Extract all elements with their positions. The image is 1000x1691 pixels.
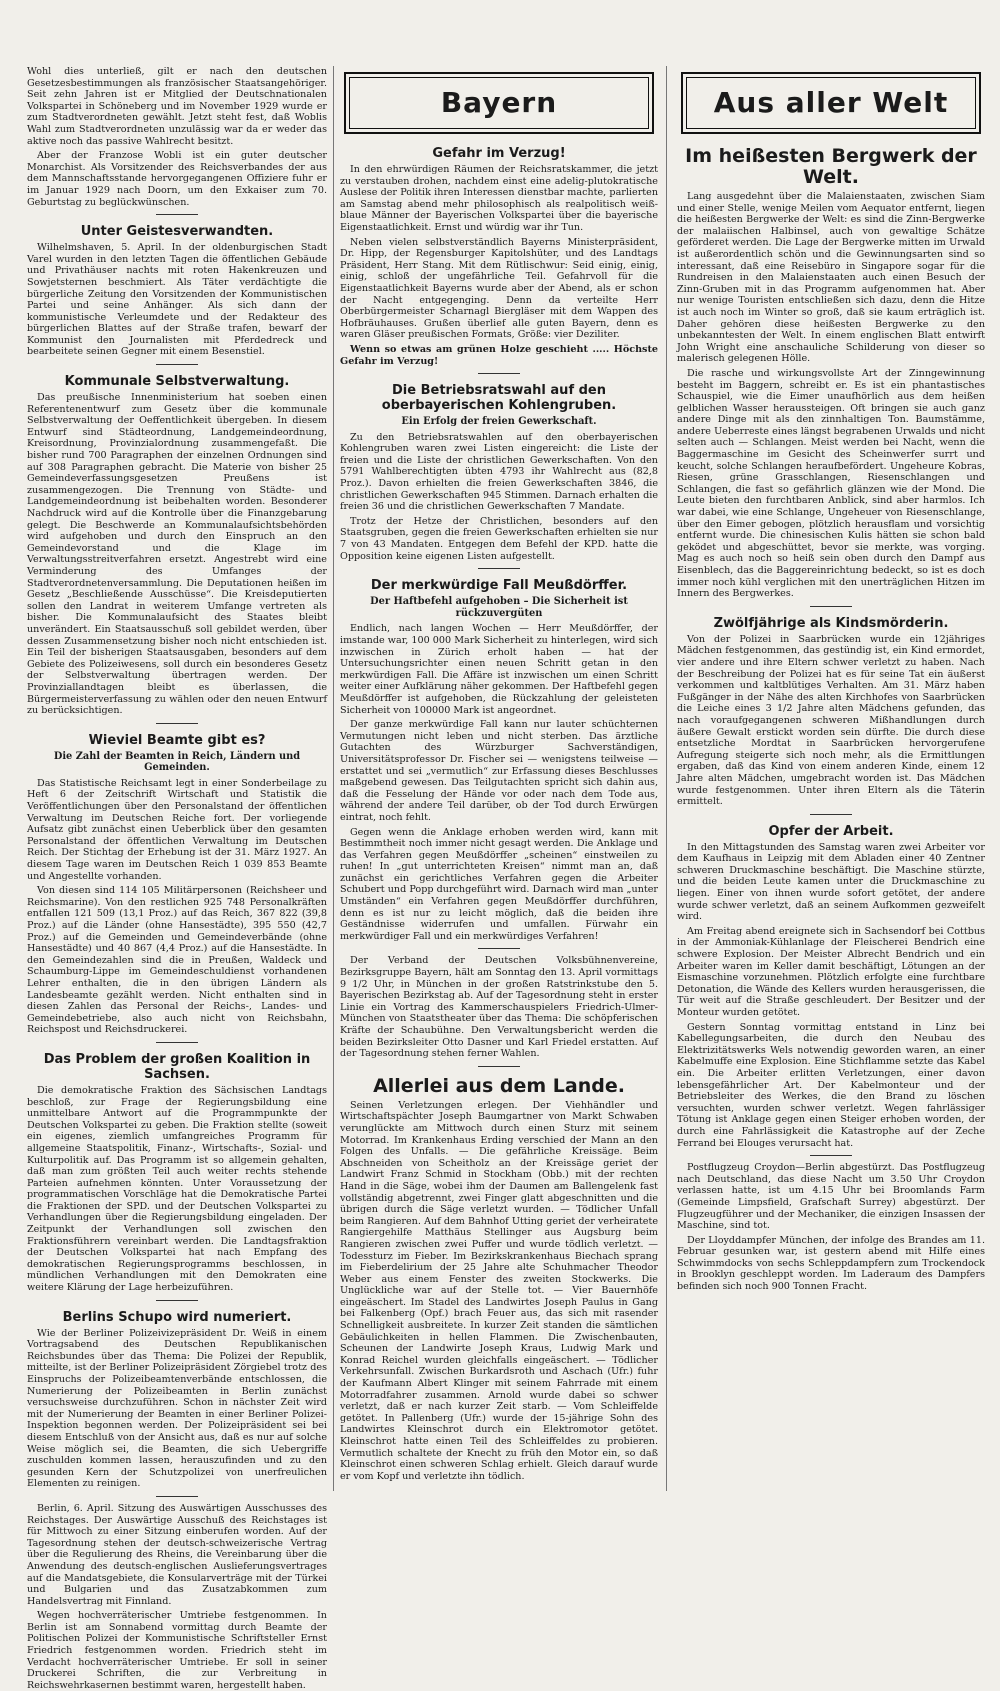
article-beamte-cont: Von diesen sind 114 105 Militärpersonen (Reichsheer und Reichsmarine). Von den restlichen 925 748 Personalkräften entfallen 121 509 (13,1 Proz.) auf das Reich, 367 822 (39,8 Proz.) auf die Länder (ohne Hansestädte), 395 550 (42,7 Proz.) auf die Gemeinden und Gemeindeverbände (ohne Hansestädte) und 40 867 (4,4 Proz.) auf die Hansestädte. In den Gemeindezahlen sind die in Preußen, Waldeck und Schaumburg-Lippe im Gemeindeschuldienst vorhandenen Lehrer enthalten, die in den übrigen Ländern als Landesbeamte gezählt werden. Nicht enthalten sind in diesen Zahlen das Personal der Reichs-, Landes- und Gemeindebetriebe, also auch nicht von Reichsbahn, Reichspost und Reichsdruckerei. xyxy=(27,885,327,1036)
article-wobli-cont: Aber der Franzose Wobli ist ein guter deutscher Monarchist. Als Vorsitzender des Reichsverbandes der aus dem Mannschaftsstande hervorgegangenen Offiziere fuhr er im Januar 1929 nach Doorn, um den Exkaiser zum 70. Geburtstag zu beglückwünschen. xyxy=(27,150,327,208)
subheadline-beamte: Die Zahl der Beamten in Reich, Ländern und Gemeinden. xyxy=(53,750,301,774)
column-rule xyxy=(666,66,667,1491)
article-lloyddampfer: Der Lloyddampfer München, der infolge des Brandes am 11. Februar gesunken war, ist gestern abend mit Hilfe eines Schwimmdocks von sechs Schleppdampfern zum Trockendock in Brooklyn geschleppt worden. Im Laderaum des Dampfers befinden sich noch 900 Tonnen Fracht. xyxy=(677,1234,985,1293)
subheadline-meussdoerffer: Der Haftbefehl aufgehoben – Die Sicherheit ist rückzuvergüten xyxy=(370,596,628,619)
article-meussdoerffer: Endlich, nach langen Wochen — Herr Meußdörffer, der imstande war, 100 000 Mark Sicherheit zu hinterlegen, wird sich inzwischen in Zürich erholt haben — hat der Untersuchungsrichter einen neuen Schritt getan in den merkwürdigen Fall. Die Affäre ist inzwischen um einen Schritt weiter einer Aufklärung näher gekommen. Der Haftbefehl gegen Meußdörffer ist aufgehoben, die Rückzahlung der geleisteten Sicherheit von 100000 Mark ist angeordnet. xyxy=(340,623,658,716)
article-kommunale: Das preußische Innenministerium hat soeben einen Referentenentwurf zum Gesetz über die kommunale Selbstverwaltung der Oeffentlichkeit übergeben. In diesem Entwurf sind Städteordnung, Landgemeindeordnung, Kreisordnung, Provinzialordnung zusammengefaßt. Die bisher rund 700 Paragraphen der einzelnen Ordnungen sind auf 308 Paragraphen gebracht. Die Materie von bisher 25 Gemeindeverfassungsgesetzen Preußens ist zusammengezogen. Die Trennung von Städte- und Landgemeindeordnung ist beibehalten worden. Besonderer Nachdruck wird auf die Kontrolle über die Finanzgebarung gelegt. Die Beschwerde an Kommunalaufsichtsbehörden wird aufgehoben und durch den Einspruch an den Gemeindevorstand und die Klage im Verwaltungsstreitverfahren ersetzt. Angestrebt wird eine Verminderung des Umfanges der Stadtverordnetenversammlung. Die Deputationen heißen im Gesetz „Beschließende Ausschüsse“. Die Kreisdeputierten sollen den Landrat in weiterem Umfange vertreten als bisher. Die Kommunalaufsicht des Staates bleibt unverändert. Ein Staatsausschuß soll gebildet werden, über dessen Zusammensetzung bisher noch nicht entschieden ist. Ein Teil der bisherigen Staatsausgaben, besonders auf dem Gebiete des Polizeiwesens, soll durch ein besonderes Gesetz der Selbstverwaltung übertragen werden. Der Provinziallandtagen bleibt es überlassen, die Bürgermeisterverfassung zu wählen oder den neuen Entwurf zu berücksichtigen. xyxy=(27,392,327,717)
column-politics xyxy=(27,66,327,1691)
article-gefahr: In den ehrwürdigen Räumen der Reichsratskammer, die jetzt zu verstauben drohen, nachdem einst eine adelig-plutokratische Auslese der Politik ihren Interessen dienstbar machte, parlierten am Samstag abend mehr philosophisch als realpolitisch weiß-blaue Männer der Bayerischen Volkspartei über die bayerische Eigenstaatlichkeit. Ernst und würdig war ihr Tun. xyxy=(340,164,658,233)
separator xyxy=(478,373,520,374)
headline-allerlei: Allerlei aus dem Lande. xyxy=(373,1074,625,1097)
separator xyxy=(478,948,520,949)
article-kindsmoerderin: Von der Polizei in Saarbrücken wurde ein 12jähriges Mädchen festgenommen, das gestündig ist, ein Kind ermordet, vier andere und ihre Eltern schwer verletzt zu haben. Nach der Beschreibung der Polizei hat es für seine Tat ein äußerst verkommen und kaltblütiges Verhalten. Am 31. März haben Fußgänger in der Nähe des alten Kirchhofes von Saarbrücken die Leiche eines 3 1/2 Jahre alten Mädchens gefunden, das nach voraufgegangenen schweren Mißhandlungen durch äußere Gewalt erstickt worden sein dürfte. Die durch diese entsetzliche Mordtat in Saarbrücken hervorgerufene Aufregung steigerte sich noch mehr, als die Ermittlungen ergaben, daß das Kind von einem anderen Kinde, einem 12 Jahre alten Mädchen, umgebracht worden ist. Das Mädchen wurde festgenommen. Unter ihren Eltern als die Täterin ermittelt. xyxy=(677,633,985,808)
headline-schupo: Berlins Schupo wird numeriert. xyxy=(62,1309,292,1325)
headline-bergwerk: Im heißesten Bergwerk der Welt. xyxy=(685,145,977,188)
article-schupo: Wie der Berliner Polizeivizepräsident Dr. Weiß in einem Vortragsabend des Deutschen Republikanischen Reichsbundes über das Thema: Die Polizei der Republik, mitteilte, ist der Berliner Polizeipräsident Zörgiebel trotz des Einspruchs der Polizeibeamtenverbände entschlossen, die Numerierung der Polizeibeamten in Berlin zunächst versuchsweise durchzuführen. Schon in nächster Zeit wird mit der Numerierung der Beamten in einer Berliner Polizei-Inspektion begonnen werden. Der Polizeipräsident sei bei diesem Entschluß von der Ansicht aus, daß es nur auf solche Weise möglich sei, die Beamten, die sich Uebergriffe zuschulden kommen lassen, herauszufinden und zu den gesunden Kern der Schutzpolizei von unerfreulichen Elementen zu reinigen. xyxy=(27,1327,327,1490)
article-bergwerk-cont: Die rasche und wirkungsvollste Art der Zinngewinnung besteht im Baggern, schreibt er. Es ist ein phantastisches Schauspiel, wie die Eimer unaufhörlich aus dem heißen gelblichen Wasser heraussteigen. Oft bringen sie auch ganz andere Dinge mit als den zinnhaltigen Ton. Baumstämme, andere Ueberreste eines längst begrabenen Urwalds und nicht selten auch — Schlangen. Meist werden bei Nacht, wenn die Baggermaschine im Gesicht des Scheinwerfer surrt und keucht, solche Schlangen heraufbefördert. Ungeheure Kobras, Riesen, grüne Grasschlangen, Riesenschlangen und Schlangen, die fast so gefährlich glänzen wie der Mond. Die Leute bieten den furchtbaren Anblick, sind aber harmlos. Ich war dabei, wie eine Schlange, Ungeheuer von Riesenschlange, über den Eimer gebogen, plötzlich herausflam und vorsichtig entfernt wurde. Die chinesischen Kulis hätten sie schon bald geködet und abgeschüttet, bevor sie merkte, was vorging. Mag es auch noch so heiß sein oben durch den Dampf aus Eisenblech, das die Baggereinrichtung bedeckt, so ist es doch immer noch kühl verglichen mit den unerträglichen Hitzen im Innern des Bergwerkes. xyxy=(677,367,985,600)
headline-beamte: Wieviel Beamte gibt es? xyxy=(88,732,266,748)
article-postflugzeug: Postflugzeug Croydon—Berlin abgestürzt. Das Postflugzeug nach Deutschland, das diese Nacht um 3.50 Uhr Croydon verlassen hatte, ist um 4.15 Uhr bei Broomlands Farm (Gemeinde Limpsfield, Grafschaft Surrey) abgestürzt. Der Flugzeugführer und der Mechaniker, die einzigen Insassen der Maschine, sind tot. xyxy=(677,1162,985,1232)
headline-kommunale: Kommunale Selbstverwaltung. xyxy=(64,374,290,390)
separator xyxy=(156,214,198,215)
article-opfer: In den Mittagstunden des Samstag waren zwei Arbeiter vor dem Kaufhaus in Leipzig mit dem Abladen einer 40 Zentner schweren Druckmaschine beschäftigt. Die Maschine stürzte, und die beiden Leute kamen unter die Druckmaschine zu liegen. Einer von ihnen wurde sofort getötet, der andere wurde schwer verletzt, daß an seinem Aufkommen gezweifelt wird. xyxy=(677,841,985,923)
article-wobli: Wohl dies unterließ, gilt er nach den deutschen Gesetzesbestimmungen als französischer Staatsangehöriger. Seit zehn Jahren ist er Mitglied der Deutschnationalen Volkspartei in Schöneberg und im November 1929 wurde er zum Stadtverordneten gewählt. Jetzt steht fest, daß Woblis Wahl zum Stadtverordneten unzulässig war da er weder das aktive noch das passive Wahlrecht besitzt. xyxy=(27,66,327,147)
headline-gefahr: Gefahr im Verzug! xyxy=(432,146,566,161)
article-meussdoerffer-end: Gegen wenn die Anklage erhoben werden wird, kann mit Bestimmtheit noch immer nicht gesagt werden. Die Anklage und das Verfahren gegen Meußdörffer „scheinen“ einstweilen zu ruhen! In „gut unterrichteten Kreisen“ nimmt man an, daß zunächst ein gerichtliches Verfahren gegen die Arbeiter Schubert und Popp durchgeführt wird. Darnach wird man „unter Umständen“ ein Verfahren gegen Meußdörffer durchführen, denn es ist nur zu leicht möglich, daß die beiden ihre Geständnisse widerrufen und umfallen. Fürwahr ein merkwürdiger Fall und ein merkwürdiges Verfahren! xyxy=(340,826,658,942)
separator xyxy=(156,1300,198,1301)
separator xyxy=(810,1155,852,1156)
article-beamte: Das Statistische Reichsamt legt in einer Sonderbeilage zu Heft 6 der Zeitschrift Wirtschaft und Statistik die Veröffentlichungen über den Personalstand der öffentlichen Verwaltung im Deutschen Reiche fort. Der vorliegende Aufsatz gibt zunächst einen Ueberblick über den gesamten Personalstand der öffentlichen Verwaltung im Deutschen Reich. Der Stichtag der Erhebung ist der 31. März 1927. An diesem Tage waren im Deutschen Reich 1 039 853 Beamte und Angestellte vorhanden. xyxy=(27,777,327,882)
article-sachsen: Die demokratische Fraktion des Sächsischen Landtags beschloß, zur Frage der Regierungsbildung eine unmittelbare Antwort auf die Programmpunkte der Deutschen Volkspartei zu geben. Die Fraktion stellte (soweit ein eigenes, ziemlich umfangreiches Programm für allgemeine Staatspolitik, Finanz-, Wirtschafts-, Sozial- und Kulturpolitik auf. Das Programm ist so allgemein gehalten, daß man zum größten Teil auch weiter rechts stehende Parteien aufnehmen könnten. Unter Voraussetzung der programmatischen Vorschläge hat die Demokratische Partei die Fraktionen der SPD. und der Deutschen Volkspartei zu Verhandlungen über die Regierungsbildung eingeladen. Der Zeitpunkt der Verhandlungen soll zwischen den Fraktionsführern vereinbart werden. Die Landtagsfraktion der Deutschen Volkspartei hat nach Empfang des demokratischen Regierungsprogramms beschlossen, in mündlichen Verhandlungen mit den Demokraten eine weitere Klärung der Lage herbeizuführen. xyxy=(27,1084,327,1294)
separator xyxy=(810,606,852,607)
article-hochverrat: Wegen hochverräterischer Umtriebe festgenommen. In Berlin ist am Sonnabend vormittag durch Beamte der Politischen Polizei der Kommunistische Schriftsteller Ernst Friedrich festgenommen worden. Friedrich steht im Verdacht hochverräterischer Umtriebe. Er soll in seiner Druckerei Schriften, die zur Verbreitung in Reichswehrkasernen bestimmt waren, hergestellt haben. xyxy=(27,1610,327,1691)
section-title-bayern: Bayern xyxy=(440,86,558,120)
separator xyxy=(156,1042,198,1043)
article-volksbuehne: Der Verband der Deutschen Volksbühnenvereine, Bezirksgruppe Bayern, hält am Sonntag den 13. April vormittags 9 1/2 Uhr, in München in der großen Ratstrinkstube den 5. Bayerischen Bezirkstag ab. Auf der Tagesordnung steht in erster Linie ein Vortrag des Kammerschauspielers Friedrich-Ulmer-München von Staatstheater über das Thema: Die schöpferischen Kräfte der Schaubühne. Den Verwaltungsbericht werden die beiden Bezirksleiter Otto Dasner und Karl Friedel erstatten. Auf der Tagesordnung stehen ferner Wahlen. xyxy=(340,955,658,1060)
headline-betriebsrat: Die Betriebsratswahl auf den oberbayerischen Kohlengruben. xyxy=(381,383,617,414)
column-bayern xyxy=(340,66,658,1491)
subheadline-betriebsrat: Ein Erfolg der freien Gewerkschaft. xyxy=(401,416,597,428)
headline-opfer: Opfer der Arbeit. xyxy=(768,823,894,839)
headline-sachsen: Das Problem der großen Koalition in Sachsen. xyxy=(43,1051,311,1082)
article-ausschuss: Berlin, 6. April. Sitzung des Auswärtigen Ausschusses des Reichstages. Der Auswärtige Ausschuß des Reichstages ist für Mittwoch zu einer Sitzung einberufen worden. Auf der Tagesordnung stehen der deutsch-schweizerische Vertrag über die Regulierung des Rheins, die Vereinbarung über die Anwendung des deutsch-englischen Auslieferungsvertrages auf die Mandatsgebiete, die Konsularverträge mit der Türkei und Bulgarien und das Zusatzabkommen zum Handelsvertrag mit Finnland. xyxy=(27,1502,327,1607)
separator xyxy=(478,1066,520,1067)
headline-geistesverwandte: Unter Geistesverwandten. xyxy=(80,224,274,240)
article-geistesverwandte: Wilhelmshaven, 5. April. In der oldenburgischen Stadt Varel wurden in den letzten Tagen die öffentlichen Gebäude und Privathäuser nachts mit roten Hakenkreuzen und Sowjetsternen beschmiert. Als Täter verdächtigte die bürgerliche Zeitung den Vorsitzenden der Kommunistischen Partei und seine Anhänger. Als sich dann der kommunistische Verleumdete und der Redakteur des bürgerlichen Blattes auf der Straße trafen, bewarf der Kommunist den Journalisten mit Pferdedreck und bearbeitete seinen Gegner mit einem Besenstiel. xyxy=(27,242,327,358)
article-opfer-end: Gestern Sonntag vormittag entstand in Linz bei Kabellegungsarbeiten, die durch den Neubau des Elektrizitätswerks Wels notwendig geworden waren, an einer Kabelmuffe eine Explosion. Eine Stichflamme setzte das Kabel ein. Die Arbeiter erlitten Verletzungen, einer davon lebensgefährlicher Art. Der Kabelmonteur und der Betriebsleiter des Werkes, die den Brand zu löschen versuchten, wurden schwer verletzt. Wegen fahrlässiger Tötung ist Anklage gegen einen Steiger erhoben worden, der durch eine Fahrlässigkeit die Katastrophe auf der Zeche Ferrand bei Elouges verursacht hat. xyxy=(677,1021,985,1149)
article-bergwerk: Lang ausgedehnt über die Malaienstaaten, zwischen Siam und einer Stelle, wenige Meilen vom Aequator entfernt, liegen die heißesten Bergwerke der Welt: es sind die Zinn-Bergwerke der malaiischen Halbinsel, auch von gewaltige Schätze geförderet werden. Die Lage der Bergwerke mitten im Urwald ist außerordentlich schön und die Gewinnungsarten sind so interessant, daß eine Reisebüro in Singapore sogar für die Rundreisen in den Malaienstaaten auch einen Besuch der Zinn-Gruben mit in das Programm aufgenommen hat. Aber nur wenige Touristen entschließen sich dazu, denn die Hitze ist auch noch im Winter so groß, daß sie kaum erträglich ist. Daher gehören diese heißesten Bergwerke zu den unbekanntesten der Welt. In einem englischen Blatt entwirft John Wright eine anschauliche Schilderung von dieser so malerisch gelegenen Hölle. xyxy=(677,191,985,365)
article-betriebsrat-cont: Trotz der Hetze der Christlichen, besonders auf den Staatsgruben, gegen die freien Gewerkschaften erhielten sie nur 7 von 43 Mandaten. Entgegen dem Befehl der KPD. hatte die Opposition keine eigenen Listen aufgestellt. xyxy=(340,515,658,562)
article-allerlei: Seinen Verletzungen erlegen. Der Viehhändler und Wirtschaftspächter Joseph Baumgartner von Markt Schwaben verunglückte am Mittwoch durch einen Sturz mit seinem Motorrad. Im Krankenhaus Erding verschied der Mann an den Folgen des Unfalls. — Die gefährliche Kreissäge. Beim Abschneiden von Scheitholz an der Kreissäge geriet der Landwirt Franz Schmid in Stockham (Obb.) mit der rechten Hand in die Säge, wobei ihm der Daumen am Ballengelenk fast vollständig abgetrennt, zwei Finger glatt abgeschnitten und die übrigen durch die Säge verletzt wurden. — Tödlicher Unfall beim Rangieren. Auf dem Bahnhof Utting geriet der verheiratete Rangiergehilfe Matthäus Stellinger aus Augsburg beim Rangieren zwischen zwei Puffer und wurde tödlich verletzt. — Todessturz im Fieber. Im Bezirkskrankenhaus Biechach sprang im Fieberdelirium der 25 Jahre alte Schuhmacher Theodor Weber aus einem Fenster des zweiten Stockwerks. Die Unglückliche war auf der Stelle tot. — Vier Bauernhöfe eingeäschert. Im Stadel des Landwirtes Joseph Paulus in Gang bei Falkenberg (Opf.) brach Feuer aus, das sich mit rasender Schnelligkeit ausbreitete. In kurzer Zeit standen die sämtlichen Gebäulichkeiten in hellen Flammen. Die Zwischenbauten, Scheunen der Landwirte Joseph Kraus, Ludwig Mark und Konrad Reichel wurden gleichfalls eingeäschert. — Tödlicher Verkehrsunfall. Zwischen Burkardsroth und Aschach (Ufr.) fuhr der Kaufmann Albert Klinger mit seinem Fahrrade mit einem Motorradfahrer zusammen. Arnold wurde dabei so schwer verletzt, daß er nach kurzer Zeit starb. — Vom Schleiffelde getötet. In Pallenberg (Ufr.) wurde der 15-jährige Sohn des Landwirtes Kleinschrot durch ein Elektromotor getötet. Kleinschrot hatte einen Teil des Schleiffeldes zu probieren. Vermutlich schaltete der Knecht zu früh den Motor ein, so daß Kleinschrot einen schweren Schlag erhielt. Gleich darauf wurde er vom Kopf und verletzte ihn tödlich. xyxy=(340,1099,658,1482)
article-meussdoerffer-cont: Der ganze merkwürdige Fall kann nur lauter schüchternen Vermutungen nicht leben und nicht sterben. Das ärztliche Gutachten des Würzburger Sachverständigen, Universitätsprofessor Dr. Fischer sei — wenigstens teilweise — erstattet und sei „vermutlich“ zur Erfassung dieses Beschlusses maßgebend gewesen. Das Teilgutachten spricht sich dahin aus, daß die Fesselung der Hände vor oder nach dem Tode aus, während der andere Teil darüber, ob der Tod durch Erwürgen eintrat, noch fehlt. xyxy=(340,719,658,823)
headline-meussdoerffer: Der merkwürdige Fall Meußdörffer. xyxy=(370,578,628,594)
separator xyxy=(478,568,520,569)
separator xyxy=(810,814,852,815)
article-opfer-cont: Am Freitag abend ereignete sich in Sachsendorf bei Cottbus in der Ammoniak-Kühlanlage der Fleischerei Bendrich eine schwere Explosion. Der Meister Albrecht Bendrich und ein Arbeiter waren im Keller damit beschäftigt, Lötungen an der Eismaschine vorzunehmen. Plötzlich erfolgte eine furchtbare Detonation, die Wände des Kellers wurden herausgerissen, die Tür weit auf die Straße geschleudert. Der Besitzer und der Monteur wurden getötet. xyxy=(677,925,985,1018)
article-gefahr-cont: Neben vielen selbstverständlich Bayerns Ministerpräsident, Dr. Hipp, der Regensburger Kapitolshüter, und des Landtags Präsident, Herr Stang. Mit dem Rütlischwur: Seid einig, einig, einig, schloß der ungefährliche Teil. Gefahrvoll für die Eigenstaatlichkeit Bayerns wurde aber der Abend, als er schon der Nacht entgegenging. Denn da verteilte Herr Oberbürgermeister Scharnagl Biergläser mit dem Wappen des Hofbräuhauses. Grußen überlief alle guten Bayern, denn es waren Gläser preußischen Formats, Größe: vier Deziliter. xyxy=(340,236,658,341)
separator xyxy=(156,723,198,724)
section-banner-bayern xyxy=(344,72,654,134)
article-betriebsrat: Zu den Betriebsratswahlen auf den oberbayerischen Kohlengruben waren zwei Listen eingereicht: die Liste der freien und die Liste der christlichen Gewerkschaften. Von den 5791 Wahlberechtigten übten 4793 ihr Wahlrecht aus (82,8 Proz.). Davon erhielten die freien Gewerkschaften 3846, die christlichen Gewerkschaften 945 Stimmen. Darnach erhalten die freien 36 und die christlichen Gewerkschaften 7 Mandate. xyxy=(340,431,658,513)
separator xyxy=(156,364,198,365)
separator xyxy=(156,1496,198,1497)
section-title-welt: Aus aller Welt xyxy=(713,86,949,120)
column-rule xyxy=(333,66,334,1491)
headline-kindsmoerderin: Zwölfjährige als Kindsmörderin. xyxy=(713,615,949,631)
section-banner-welt xyxy=(681,72,981,134)
column-welt xyxy=(677,66,985,1491)
article-gefahr-end: Wenn so etwas am grünen Holze geschieht ..... Höchste Gefahr im Verzug! xyxy=(340,343,658,367)
